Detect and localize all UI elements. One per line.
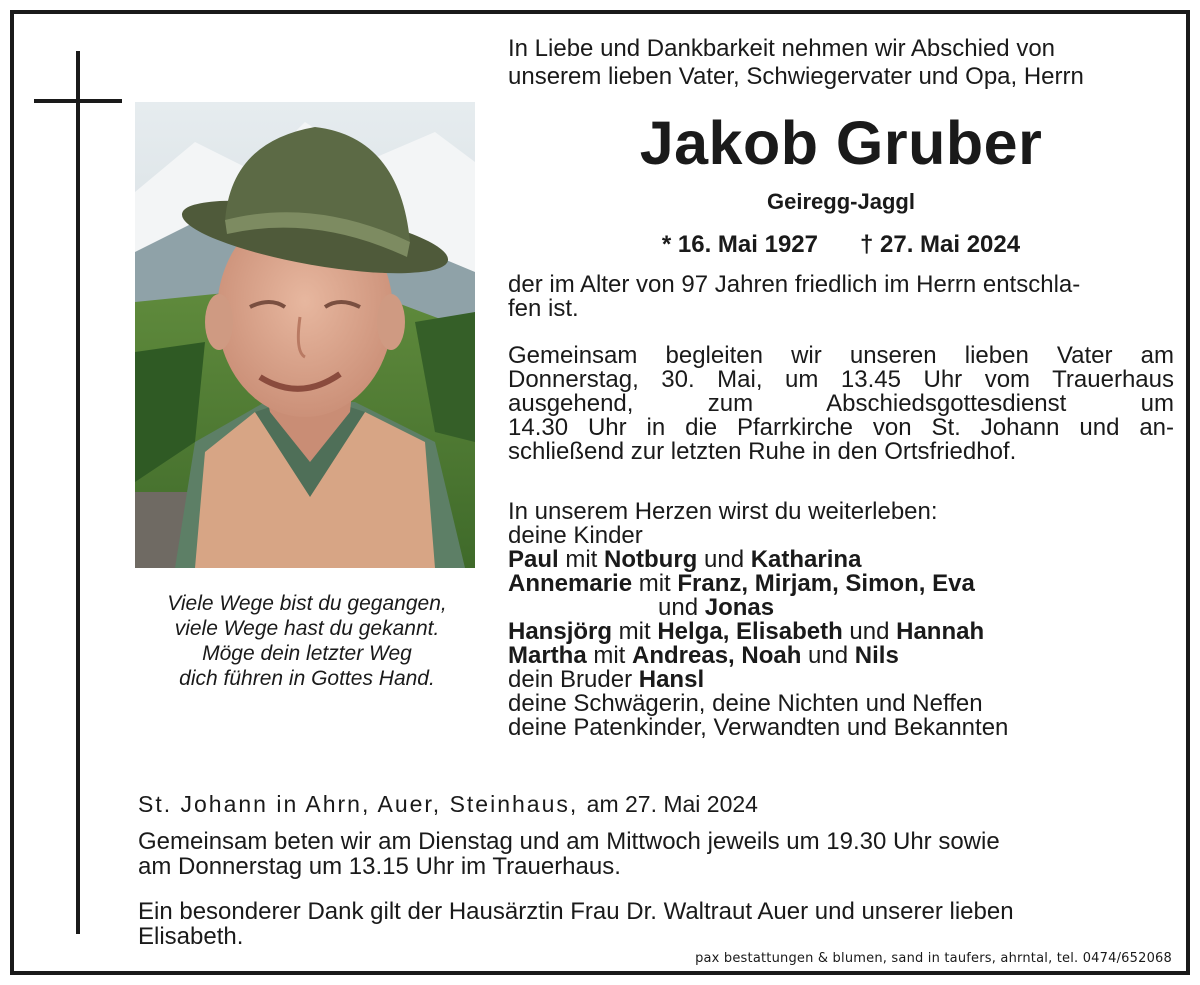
poem-line: viele Wege hast du gekannt. bbox=[174, 617, 440, 640]
portrait-photo bbox=[135, 102, 475, 568]
text-line: fen ist. bbox=[508, 295, 579, 322]
text-line: ausgehend, zum Abschiedsgottesdienst um bbox=[508, 390, 1174, 417]
family-row: Annemarie mit Franz, Mirjam, Simon, Eva bbox=[508, 570, 975, 597]
obituary-notice bbox=[10, 10, 1190, 975]
deceased-name: Jakob Gruber bbox=[639, 109, 1043, 177]
family-row: Hansjörg mit Helga, Elisabeth und Hannah bbox=[508, 618, 985, 645]
farm-name: Geiregg-Jaggl bbox=[767, 189, 915, 214]
thanks-note bbox=[138, 899, 1178, 949]
prayer-notice bbox=[138, 829, 1178, 879]
birth-date: * 16. Mai 1927 bbox=[661, 231, 818, 258]
mourners-intro: In unserem Herzen wirst du weiterleben: bbox=[508, 498, 938, 525]
life-dates bbox=[508, 231, 1174, 259]
cross-icon bbox=[76, 51, 80, 934]
family-row: deine Schwägerin, deine Nichten und Neffen bbox=[508, 690, 983, 717]
intro-line: unserem lieben Vater, Schwiegervater und Opa, Herrn bbox=[508, 63, 1084, 90]
funeral-home-footer: pax bestattungen & blumen, sand in taufers, ahrntal, tel. 0474/652068 bbox=[695, 951, 1172, 966]
text-line: der im Alter von 97 Jahren friedlich im Herrn entschla- bbox=[508, 271, 1081, 298]
mourners-list bbox=[508, 500, 1174, 740]
family-row: Paul mit Notburg und Katharina bbox=[508, 546, 862, 573]
text-line: Elisabeth. bbox=[138, 923, 244, 950]
funeral-details bbox=[508, 344, 1174, 464]
text-line: Gemeinsam beten wir am Dienstag und am Mittwoch jeweils um 19.30 Uhr sowie bbox=[138, 828, 1000, 855]
children-label: deine Kinder bbox=[508, 522, 643, 549]
text-line: am Donnerstag um 13.15 Uhr im Trauerhaus. bbox=[138, 853, 621, 880]
poem-line: Möge dein letzter Weg bbox=[202, 642, 412, 665]
death-date: † 27. Mai 2024 bbox=[859, 231, 1021, 258]
intro-line: In Liebe und Dankbarkeit nehmen wir Abschied von bbox=[508, 35, 1056, 62]
poem-line: Viele Wege bist du gegangen, bbox=[167, 592, 447, 615]
text-line: schließend zur letzten Ruhe in den Ortsfriedhof. bbox=[508, 438, 1017, 465]
memorial-poem bbox=[132, 591, 482, 691]
family-row: Martha mit Andreas, Noah und Nils bbox=[508, 642, 899, 669]
text-line: Ein besonderer Dank gilt der Hausärztin Frau Dr. Waltraut Auer und unserer lieben bbox=[138, 898, 1014, 925]
family-row: dein Bruder Hansl bbox=[508, 666, 705, 693]
cross-bar bbox=[34, 99, 122, 103]
text-line: Donnerstag, 30. Mai, um 13.45 Uhr vom Trauerhaus bbox=[508, 366, 1174, 393]
death-announcement bbox=[508, 273, 1174, 321]
poem-line: dich führen in Gottes Hand. bbox=[179, 667, 435, 690]
family-row: und Jonas bbox=[658, 594, 775, 621]
text-line: Gemeinsam begleiten wir unseren lieben Vater am bbox=[508, 342, 1174, 369]
intro-text bbox=[508, 35, 1174, 91]
place-and-date: St. Johann in Ahrn, Auer, Steinhaus, am 27. Mai 2024 bbox=[138, 791, 758, 817]
text-line: 14.30 Uhr in die Pfarrkirche von St. Johann und an- bbox=[508, 414, 1174, 441]
family-row: deine Patenkinder, Verwandten und Bekannten bbox=[508, 714, 1009, 741]
